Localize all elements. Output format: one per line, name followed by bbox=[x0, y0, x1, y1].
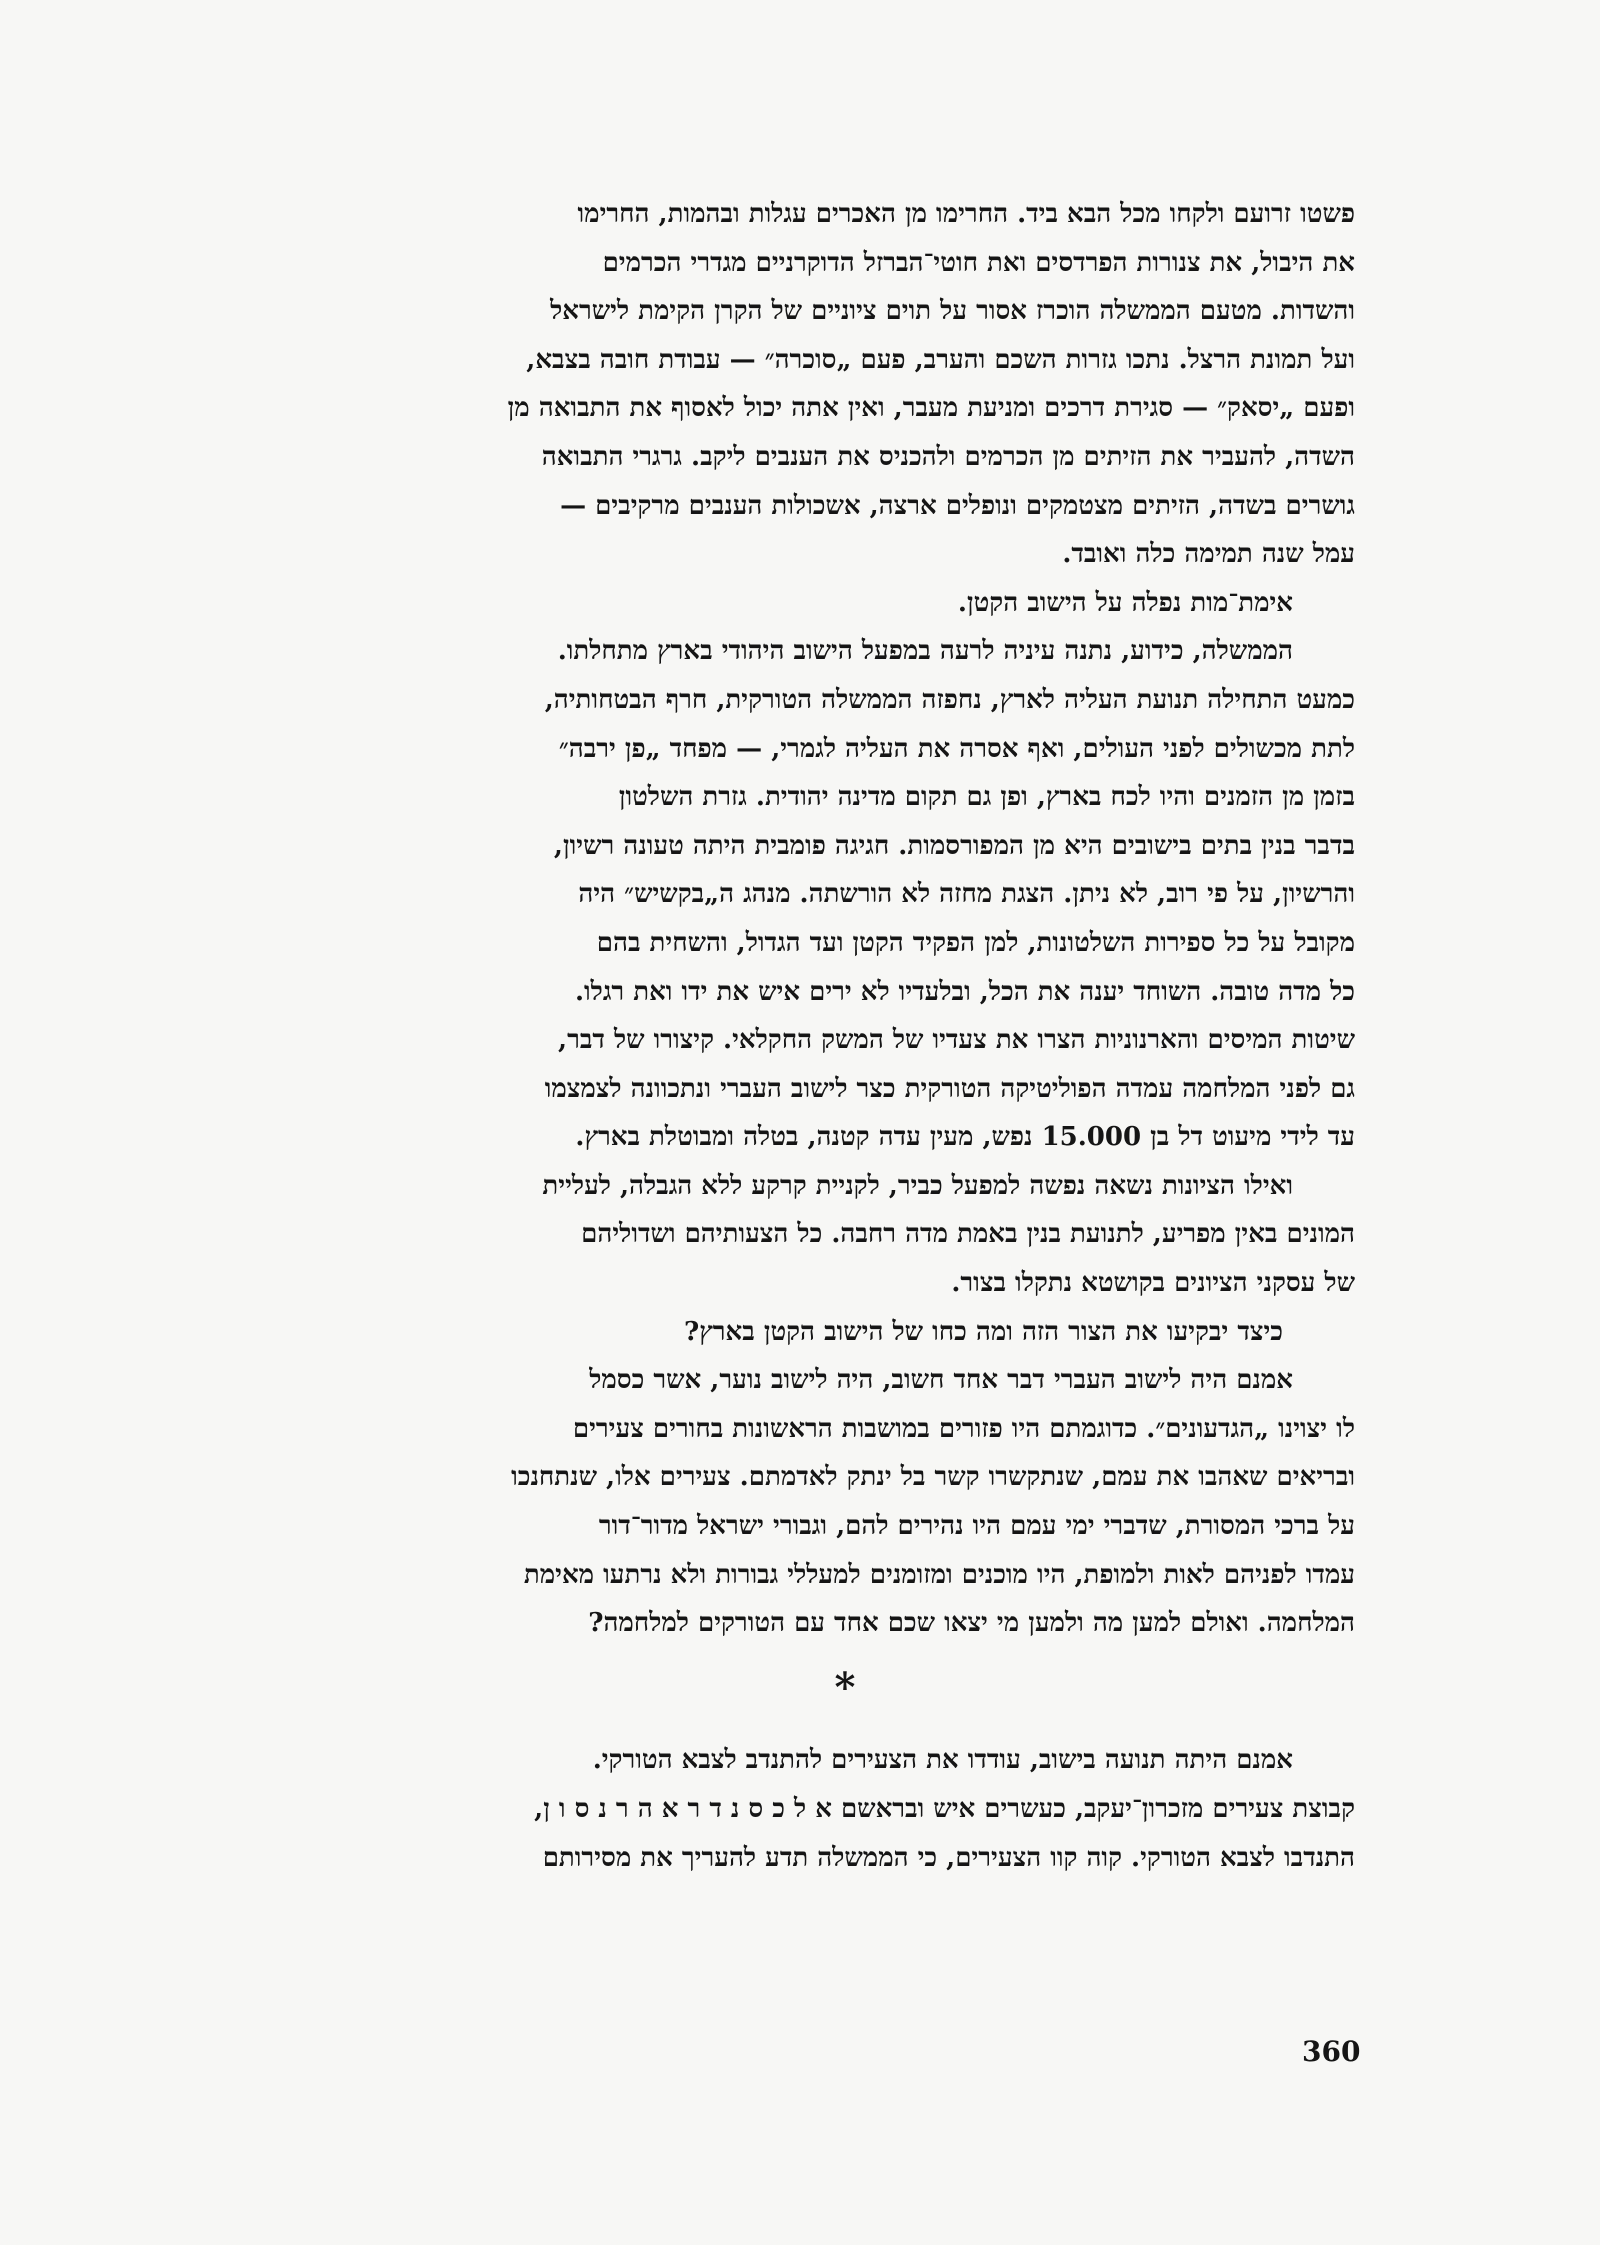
text-line: לתת מכשולים לפני העולים, ואף אסרה את העליה לגמרי, — מפחד „פן ירבה״ bbox=[558, 733, 1355, 764]
text-line: והרשיון, על פי רוב, לא ניתן. הצגת מחזה לא הורשתה. מנהג ה„בקשיש״ היה bbox=[578, 879, 1355, 910]
text-line: ופעם „יסאק״ — סגירת דרכים ומניעת מעבר, ואין אתה יכול לאסוף את התבואה מן bbox=[507, 393, 1355, 424]
text-line: ובריאים שאהבו את עמם, שנתקשרו קשר בל ינתק לאדמתם. צעירים אלו, שנתחנכו bbox=[511, 1462, 1355, 1493]
text-line: שיטות המיסים והארנוניות הצרו את צעדיו של המשק החקלאי. קיצורו של דבר, bbox=[558, 1025, 1355, 1056]
text-line: אמנם היתה תנועה בישוב, עודדו את הצעירים להתנדב לצבא הטורקי. bbox=[592, 1745, 1293, 1776]
paragraph bbox=[335, 190, 1355, 579]
text-line: גושרים בשדה, הזיתים מצטמקים ונופלים ארצה, אשכולות הענבים מרקיבים — bbox=[560, 490, 1355, 521]
text-line: מקובל על כל ספירות השלטונות, למן הפקיד הקטן ועד הגדול, והשחית בהם bbox=[596, 927, 1355, 958]
text-line: והשדות. מטעם הממשלה הוכרז אסור על תוים ציוניים של הקרן הקימת לישראל bbox=[550, 296, 1355, 327]
paragraph bbox=[335, 627, 1355, 1162]
text-line: על ברכי המסורת, שדברי ימי עמם היו נהירים להם, וגבורי ישראל מדור־דור bbox=[598, 1511, 1355, 1542]
text-line: של עסקני הציונים בקושטא נתקלו בצור. bbox=[951, 1268, 1355, 1299]
text-line: בדבר בנין בתים בישובים היא מן המפורסמות. חגיגה פומבית היתה טעונה רשיון, bbox=[553, 830, 1355, 861]
text-line: ועל תמונת הרצל. נתכו גזרות השכם והערב, פעם „סוכרה״ — עבודת חובה בצבא, bbox=[526, 344, 1355, 375]
text-line: קבוצת צעירים מזכרון־יעקב, כעשרים איש ובראשם א ל כ ס נ ד ר א ה ר נ ס ו ן, bbox=[534, 1794, 1355, 1824]
paragraph bbox=[335, 1162, 1355, 1308]
paragraph bbox=[335, 1736, 1355, 1882]
paragraph: אימת־מות נפלה על הישוב הקטן. bbox=[957, 587, 1293, 618]
text-line: ואילו הציונות נשאה נפשה למפעל כביר, לקניית קרקע ללא הגבלה, לעליית bbox=[542, 1170, 1293, 1201]
paragraph bbox=[335, 1356, 1355, 1648]
body-text bbox=[335, 190, 1355, 1882]
page-number: 360 bbox=[1302, 2035, 1361, 2068]
text-line: פשטו זרועם ולקחו מכל הבא ביד. החרימו מן האכרים עגלות ובהמות, החרימו bbox=[577, 199, 1355, 229]
text-line: כל מדה טובה. השוחד יענה את הכל, ובלעדיו לא ירים איש את ידו ואת רגלו. bbox=[574, 976, 1355, 1007]
text-line: בזמן מן הזמנים והיו לכח בארץ, ופן גם תקום מדינה יהודית. גזרת השלטון bbox=[618, 782, 1355, 813]
text-line: השדה, להעביר את הזיתים מן הכרמים ולהכניס את הענבים ליקב. גרגרי התבואה bbox=[541, 441, 1355, 472]
text-line: המונים באין מפריע, לתנועת בנין באמת מדה רחבה. כל הצעותיהם ושדוליהם bbox=[581, 1219, 1355, 1250]
text-line: התנדבו לצבא הטורקי. קוה קוו הצעירים, כי הממשלה תדע להעריך את מסירותם bbox=[542, 1842, 1355, 1873]
text-line: לו יצוינו „הגדעונים״. כדוגמתם היו פזורים במושבות הראשונות בחורים צעירים bbox=[572, 1413, 1355, 1444]
text-line: את היבול, את צנורות הפרדסים ואת חוטי־הברזל הדוקרניים מגדרי הכרמים bbox=[602, 247, 1355, 278]
text-line: עמדו לפניהם לאות ולמופת, היו מוכנים ומזומנים למעללי גבורות ולא נרתעו מאימת bbox=[523, 1559, 1355, 1590]
paragraph: כיצד יבקיעו את הצור הזה ומה כחו של הישוב הקטן בארץ? bbox=[683, 1316, 1283, 1347]
section-separator: * bbox=[834, 1663, 856, 1711]
text-line: גם לפני המלחמה עמדה הפוליטיקה הטורקית כצר לישוב העברי ונתכוונה לצמצמו bbox=[544, 1073, 1355, 1104]
text-line: כמעט התחילה תנועת העליה לארץ, נחפזה הממשלה הטורקית, חרף הבטחותיה, bbox=[544, 684, 1355, 715]
text-line: המלחמה. ואולם למען מה ולמען מי יצאו שכם אחד עם הטורקים למלחמה? bbox=[588, 1608, 1355, 1639]
text-line: אמנם היה לישוב העברי דבר אחד חשוב, היה לישוב נוער, אשר כסמל bbox=[589, 1365, 1293, 1396]
text-line: עמל שנה תמימה כלה ואובד. bbox=[1062, 539, 1355, 570]
text-line: עד לידי מיעוט דל בן 15.000 נפש, מעין עדה קטנה, בטלה ומבוטלת בארץ. bbox=[575, 1122, 1355, 1153]
text-line: הממשלה, כידוע, נתנה עיניה לרעה במפעל הישוב היהודי בארץ מתחלתו. bbox=[557, 636, 1293, 667]
